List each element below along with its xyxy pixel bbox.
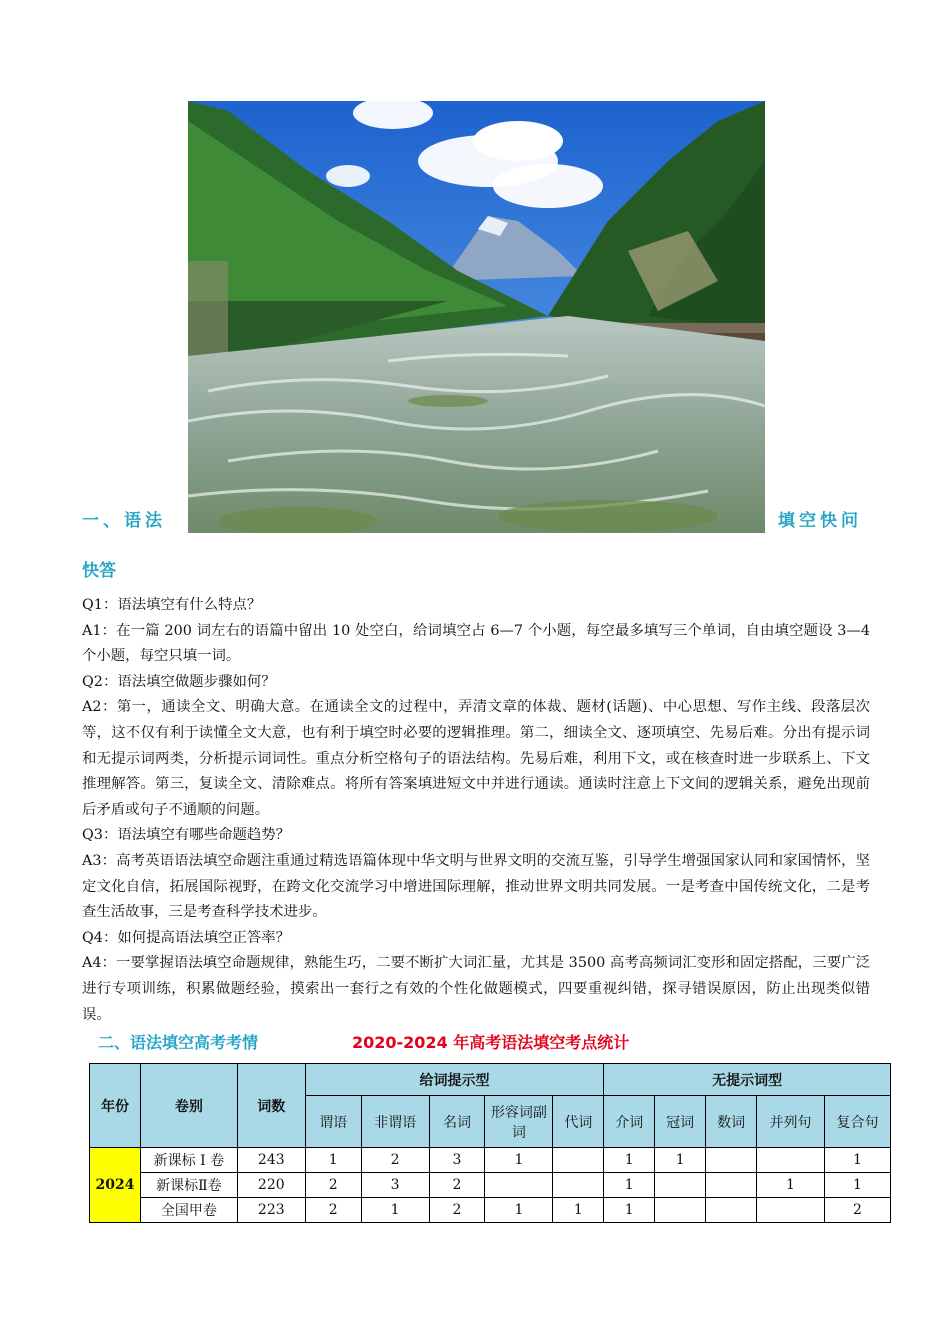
count-cell: 2 xyxy=(429,1198,485,1223)
sub-header: 介词 xyxy=(604,1096,655,1148)
paper-cell: 新课标 I 卷 xyxy=(140,1148,237,1173)
sub-header: 并列句 xyxy=(757,1096,825,1148)
section2-subtitle: 2020-2024 年高考语法填空考点统计 xyxy=(352,1033,630,1052)
sub-header: 冠词 xyxy=(655,1096,706,1148)
landscape-illustration xyxy=(188,101,765,533)
count-cell: 3 xyxy=(429,1148,485,1173)
count-cell: 2 xyxy=(824,1198,890,1223)
count-cell xyxy=(757,1198,825,1223)
section1-title-left: 一、语法 xyxy=(82,511,166,531)
header-words: 词数 xyxy=(237,1064,305,1148)
sub-header: 谓语 xyxy=(305,1096,361,1148)
header-year: 年份 xyxy=(90,1064,141,1148)
a4: A4：一要掌握语法填空命题规律，熟能生巧，二要不断扩大词汇量，尤其是 3500 高考高频词汇变形和固定搭配，三要广泛进行专项训练，积累做题经验，摸索出一套行之有效的个性化做题模式，四要重视纠错，探寻错误原因，防止出现类似错误。 xyxy=(82,955,870,1023)
year-cell: 2024 xyxy=(90,1148,141,1223)
count-cell xyxy=(706,1148,757,1173)
count-cell xyxy=(553,1173,604,1198)
sub-header: 复合句 xyxy=(824,1096,890,1148)
count-cell: 1 xyxy=(757,1173,825,1198)
q1: Q1：语法填空有什么特点？ xyxy=(82,597,262,613)
q4: Q4：如何提高语法填空正答率？ xyxy=(82,929,291,946)
count-cell: 1 xyxy=(604,1148,655,1173)
count-cell: 3 xyxy=(361,1173,429,1198)
count-cell: 2 xyxy=(305,1173,361,1198)
paper-cell: 全国甲卷 xyxy=(140,1198,237,1223)
count-cell: 1 xyxy=(824,1173,890,1198)
words-cell: 243 xyxy=(237,1148,305,1173)
count-cell xyxy=(757,1148,825,1173)
count-cell: 2 xyxy=(361,1148,429,1173)
sub-header: 非谓语 xyxy=(361,1096,429,1148)
count-cell: 2 xyxy=(305,1198,361,1223)
section1-title-right: 填空快问 xyxy=(778,511,862,531)
a1: A1：在一篇 200 词左右的语篇中留出 10 处空白，给词填空占 6—7 个小题，每空最多填写三个单词，自由填空题设 3—4 个小题，每空只填一词。 xyxy=(82,622,870,665)
section1-title-cont: 快答 xyxy=(82,561,116,581)
a3: A3：高考英语语法填空命题注重通过精选语篇体现中华文明与世界文明的交流互鉴，引导学生增强国家认同和家国情怀，坚定文化自信，拓展国际视野，在跨文化交流学习中增进国际理解，推动世界文明共同发展。一是考查中国传统文化，二是考查生活故事，三是考查科学技术进步。 xyxy=(82,852,870,921)
qa-body xyxy=(82,593,870,1028)
count-cell: 1 xyxy=(604,1173,655,1198)
exam-stats-table xyxy=(89,1063,891,1223)
count-cell xyxy=(553,1148,604,1173)
count-cell: 1 xyxy=(305,1148,361,1173)
header-paper: 卷别 xyxy=(140,1064,237,1148)
count-cell xyxy=(655,1173,706,1198)
landscape-photo xyxy=(188,101,765,533)
words-cell: 223 xyxy=(237,1198,305,1223)
count-cell: 1 xyxy=(485,1148,553,1173)
header-group-nohint: 无提示词型 xyxy=(604,1064,891,1096)
sub-header: 名词 xyxy=(429,1096,485,1148)
count-cell xyxy=(655,1198,706,1223)
count-cell xyxy=(706,1198,757,1223)
count-cell: 1 xyxy=(824,1148,890,1173)
count-cell: 1 xyxy=(485,1198,553,1223)
table-row xyxy=(90,1173,891,1198)
paper-cell: 新课标Ⅱ卷 xyxy=(140,1173,237,1198)
header-group-hint: 给词提示型 xyxy=(305,1064,604,1096)
words-cell: 220 xyxy=(237,1173,305,1198)
count-cell: 1 xyxy=(361,1198,429,1223)
q2: Q2：语法填空做题步骤如何？ xyxy=(82,673,276,690)
q3: Q3：语法填空有哪些命题趋势？ xyxy=(82,827,291,844)
section2-title: 二、语法填空高考考情 xyxy=(98,1033,259,1052)
sub-header: 代词 xyxy=(553,1096,604,1148)
table-row xyxy=(90,1198,891,1223)
sub-header: 形容词副词 xyxy=(485,1096,553,1148)
count-cell xyxy=(485,1173,553,1198)
sub-header: 数词 xyxy=(706,1096,757,1148)
count-cell: 2 xyxy=(429,1173,485,1198)
count-cell: 1 xyxy=(655,1148,706,1173)
count-cell: 1 xyxy=(604,1198,655,1223)
a2: A2：第一，通读全文、明确大意。在通读全文的过程中，弄清文章的体裁、题材(话题)、中心思想、写作主线、段落层次等，这不仅有利于读懂全文大意，也有利于填空时必要的逻辑推理。第二，细读全文、逐项填空、先易后难。分出有提示词和无提示词两类，分析提示词词性。重点分析空格句子的语法结构。先易后难，利用下文，或在核查时进一步联系上、下文推理解答。第三，复读全文、清除难点。将所有答案填进短文中并进行通读。通读时注意上下文间的逻辑关系，避免出现前后矛盾或句子不通顺的问题。 xyxy=(82,699,870,818)
table-row xyxy=(90,1148,891,1173)
count-cell: 1 xyxy=(553,1198,604,1223)
count-cell xyxy=(706,1173,757,1198)
